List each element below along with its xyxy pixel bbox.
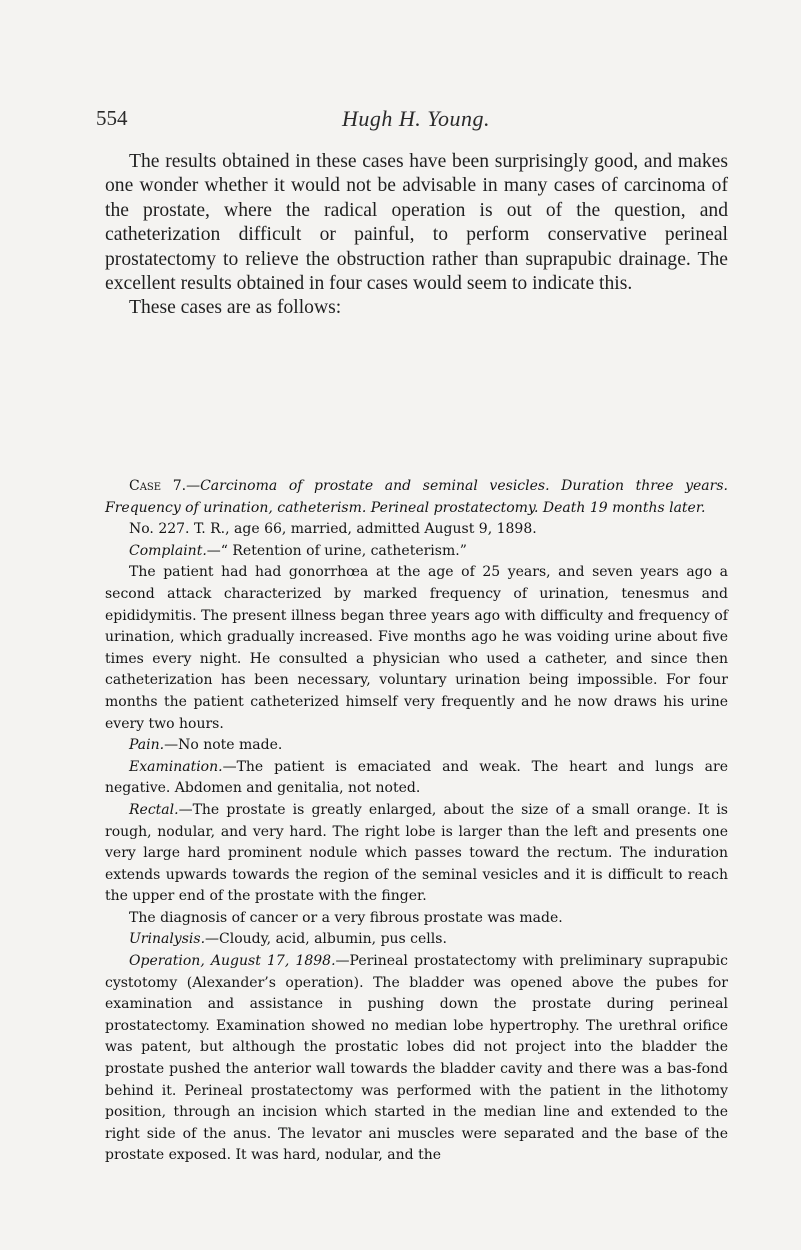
intro-lead-in: These cases are as follows: (129, 297, 342, 319)
pain-label: Pain. (129, 737, 165, 754)
case-report (105, 476, 728, 1167)
running-head (96, 106, 736, 136)
pain-text: —No note made. (164, 737, 283, 754)
patient-line: No. 227. T. R., age 66, married, admitted August 9, 1898. (129, 521, 537, 538)
rectal-label: Rectal. (129, 801, 179, 818)
complaint-paragraph (105, 541, 728, 563)
examination-paragraph (105, 757, 728, 800)
operation-paragraph (105, 951, 728, 1167)
case-label: Case 7. (129, 478, 187, 494)
case-title: —Carcinoma of prostate and seminal vesicles. Duration three years. Frequency of urination, catheterism. Perineal prostatectomy. Death 19 months later. (105, 478, 728, 516)
operation-label: Operation, August 17, 1898. (129, 953, 336, 970)
urinalysis-paragraph (105, 929, 728, 951)
rectal-paragraph (105, 800, 728, 908)
examination-text: —The patient is emaciated and weak. The heart and lungs are negative. Abdomen and genitalia, not noted. (105, 758, 728, 797)
urinalysis-label: Urinalysis. (129, 931, 206, 948)
operation-text: —Perineal prostatectomy with preliminary suprapubic cystotomy (Alexander’s operation). The bladder was opened above the pubes for examination and assistance in pushing down the prostate during perineal prostatectomy. Examination showed no median lobe hypertrophy. The urethral orifice was patent, but although the prostatic lobes did not project into the bladder the prostate pushed the anterior wall towards the bladder cavity and there was a bas-fond behind it. Perineal prostatectomy was performed with the patient in the lithotomy position, through an incision which started in the median line and extended to the right side of the anus. The levator ani muscles were separated and the base of the prostate exposed. It was hard, nodular, and the (105, 953, 728, 1164)
urinalysis-text: —Cloudy, acid, albumin, pus cells. (205, 931, 447, 948)
intro-paragraph: The results obtained in these cases have been surprisingly good, and makes one wonder whether it would not be advisable in many cases of carcinoma of the prostate, where the radical operation is out of the question, and catheterization difficult or painful, to perform conservative perineal prostatectomy to relieve the obstruction rather than suprapubic drainage. The excellent results obtained in four cases would seem to indicate this. (105, 151, 728, 295)
intro-text (105, 150, 728, 321)
diagnosis-paragraph: The diagnosis of cancer or a very fibrous prostate was made. (129, 909, 563, 926)
history-paragraph: The patient had had gonorrhœa at the age of 25 years, and seven years ago a second attack characterized by marked frequency of urination, tenesmus and epididymitis. The present illness began three years ago with difficulty and frequency of urination, which gradually increased. Five months ago he was voiding urine about five times every night. He consulted a physician who used a catheter, and since then catheterization has been necessary, voluntary urination being impossible. For four months the patient catheterized himself very frequently and he now draws his urine every two hours. (105, 564, 728, 732)
page-number: 554 (96, 106, 128, 130)
complaint-label: Complaint. (129, 542, 207, 559)
case-heading (105, 476, 728, 519)
complaint-text: —“ Retention of urine, catheterism.” (206, 542, 467, 559)
pain-paragraph (105, 735, 728, 757)
examination-label: Examination. (129, 758, 223, 775)
running-title: Hugh H. Young. (342, 106, 490, 131)
rectal-text: —The prostate is greatly enlarged, about the size of a small orange. It is rough, nodular, and very hard. The right lobe is larger than the left and presents one very large hard prominent nodule which passes toward the rectum. The induration extends upwards towards the region of the seminal vesicles and it is difficult to reach the upper end of the prostate with the finger. (105, 801, 728, 905)
